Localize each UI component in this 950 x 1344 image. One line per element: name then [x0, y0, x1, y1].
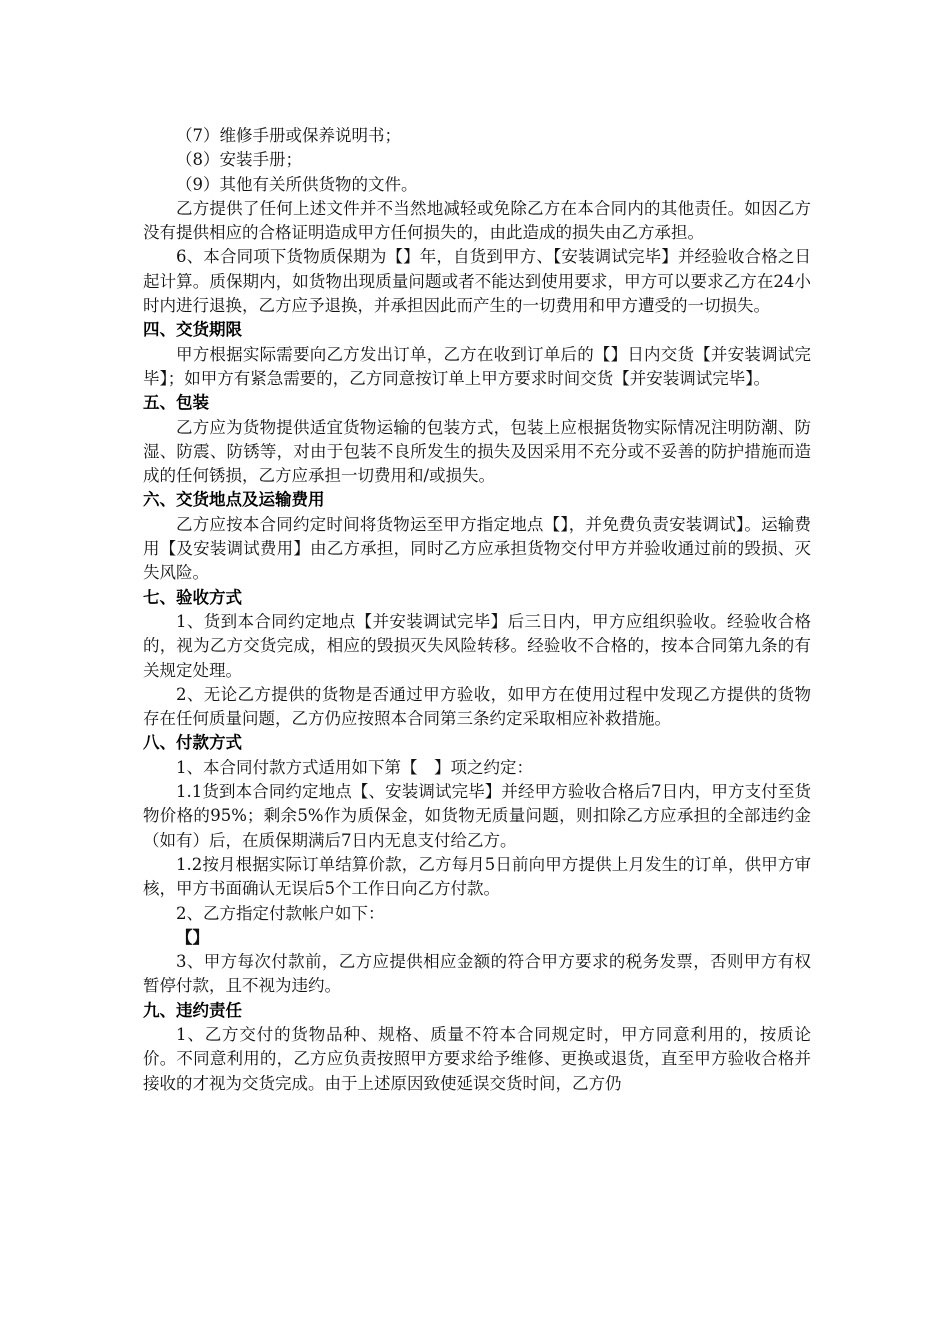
section-heading-payment: 八、付款方式 [143, 733, 242, 753]
section-heading-packaging: 五、包装 [143, 393, 209, 413]
paragraph-payment-2: 2、乙方指定付款帐户如下： [176, 903, 385, 923]
document-body [143, 124, 811, 1096]
list-item-7: （7）维修手册或保养说明书； [176, 126, 401, 145]
list-item-8: （8）安装手册； [176, 150, 302, 170]
paragraph-delivery-period: 甲方根据实际需要向乙方发出订单，乙方在收到订单后的【】日内交货【并安装调试完毕】；如甲方有紧急需要的，乙方同意按订单上甲方要求时间交货【并安装调试完毕】。 [143, 344, 811, 388]
paragraph-payment-1-2: 1.2按月根据实际订单结算价款，乙方每月5日前向甲方提供上月发生的订单，供甲方审核，甲方书面确认无误后5个工作日向乙方付款。 [143, 854, 811, 899]
list-item-9: （9）其他有关所供货物的文件。 [176, 174, 418, 194]
section-heading-delivery-location: 六、交货地点及运输费用 [143, 490, 325, 510]
paragraph-acceptance-1: 1、货到本合同约定地点【并安装调试完毕】后三日内，甲方应组织验收。经验收合格的，视为乙方交货完成，相应的毁损灭失风险转移。经验收不合格的，按本合同第九条的有关规定处理。 [143, 611, 811, 680]
paragraph-documents-liability: 乙方提供了任何上述文件并不当然地减轻或免除乙方在本合同内的其他责任。如因乙方没有提供相应的合格证明造成甲方任何损失的，由此造成的损失由乙方承担。 [143, 198, 811, 243]
section-heading-breach-liability: 九、违约责任 [143, 1000, 242, 1020]
paragraph-breach-liability-1: 1、乙方交付的货物品种、规格、质量不符本合同规定时，甲方同意利用的，按质论价。不同意利用的，乙方应负责按照甲方要求给予维修、更换或退货，直至甲方验收合格并接收的才视为交货完成。由于上述原因致使延误交货时间，乙方仍 [143, 1024, 811, 1093]
paragraph-packaging: 乙方应为货物提供适宜货物运输的包装方式，包装上应根据货物实际情况注明防潮、防湿、防震、防锈等，对由于包装不良所发生的损失及因采用不充分或不妥善的防护措施而造成的任何锈损，乙方应承担一切费用和/或损失。 [143, 417, 811, 486]
paragraph-delivery-location: 乙方应按本合同约定时间将货物运至甲方指定地点【】，并免费负责安装调试】。运输费用【及安装调试费用】由乙方承担，同时乙方应承担货物交付甲方并验收通过前的毁损、灭失风险。 [143, 514, 811, 583]
paragraph-payment-3: 3、甲方每次付款前，乙方应提供相应金额的符合甲方要求的税务发票，否则甲方有权暂停付款，且不视为违约。 [143, 952, 811, 996]
section-heading-acceptance: 七、验收方式 [143, 587, 242, 607]
section-heading-delivery-period: 四、交货期限 [143, 320, 242, 340]
paragraph-warranty-period: 6、本合同项下货物质保期为【】年，自货到甲方、【安装调试完毕】并经验收合格之日起计算。质保期内，如货物出现质量问题或者不能达到使用要求，甲方可以要求乙方在24小时内进行退换，乙方应予退换，并承担因此而产生的一切费用和甲方遭受的一切损失。 [143, 247, 811, 316]
paragraph-payment-1: 1、本合同付款方式适用如下第【 】项之约定： [176, 757, 533, 777]
paragraph-acceptance-2: 2、无论乙方提供的货物是否通过甲方验收，如甲方在使用过程中发现乙方提供的货物存在任何质量问题，乙方仍应按照本合同第三条约定采取相应补救措施。 [143, 684, 811, 729]
paragraph-payment-1-1: 1.1货到本合同约定地点【、安装调试完毕】并经甲方验收合格后7日内，甲方支付至货物价格的95%；剩余5%作为质保金，如货物无质量问题，则扣除乙方应承担的全部违约金（如有）后，在质保期满后7日内无息支付给乙方。 [143, 782, 811, 850]
payment-account-placeholder: 【】 [176, 927, 209, 947]
